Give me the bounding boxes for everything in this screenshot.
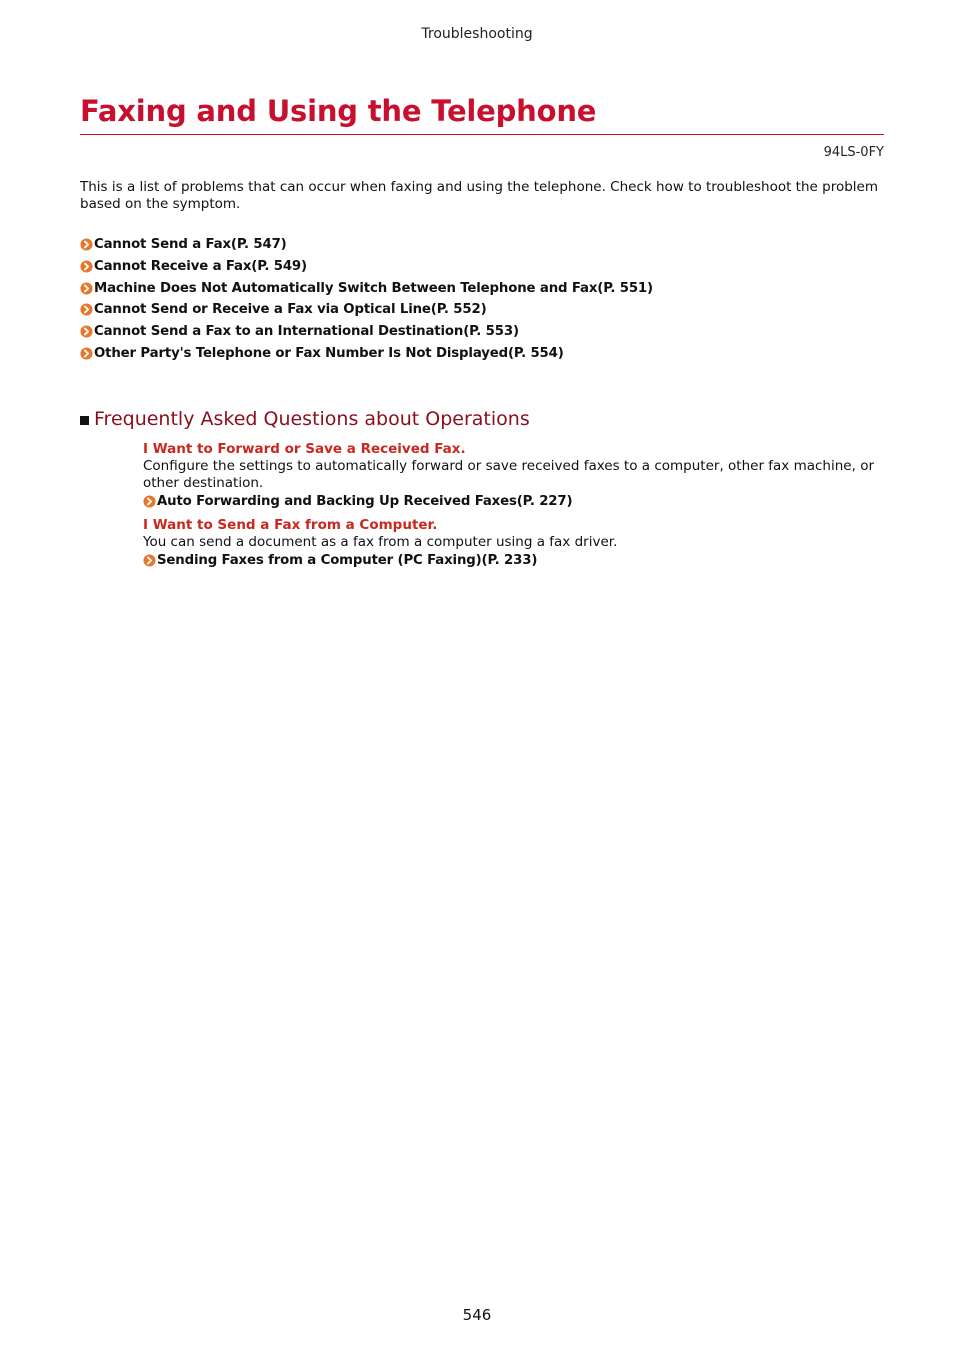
link-cannot-send-fax[interactable] (80, 237, 287, 252)
faq-question: I Want to Send a Fax from a Computer. (143, 517, 438, 533)
list-item (80, 342, 884, 364)
chevron-circle-icon (80, 325, 93, 338)
faq-question: I Want to Forward or Save a Received Fax. (143, 441, 466, 457)
link-label: Other Party's Telephone or Fax Number Is Not Displayed(P. 554) (94, 345, 564, 361)
page-number: 546 (462, 1306, 492, 1324)
link-label: Cannot Send or Receive a Fax via Optical Line(P. 552) (94, 302, 487, 318)
link-label: Sending Faxes from a Computer (PC Faxing)(P. 233) (157, 553, 538, 568)
list-item (80, 321, 884, 343)
chevron-circle-icon (143, 554, 156, 567)
faq-answer: Configure the settings to automatically forward or save received faxes to a computer, other fax machine, or other destination. (143, 458, 874, 491)
faq-section-heading (80, 408, 530, 430)
chevron-circle-icon (143, 495, 156, 508)
troubleshooting-link-list (80, 234, 884, 364)
link-label: Cannot Send a Fax to an International Destination(P. 553) (94, 324, 519, 340)
link-label: Cannot Send a Fax(P. 547) (94, 237, 287, 253)
chevron-circle-icon (80, 347, 93, 360)
running-header: Troubleshooting (421, 26, 533, 42)
link-auto-forwarding[interactable] (143, 493, 884, 510)
chevron-circle-icon (80, 303, 93, 316)
link-no-auto-switch[interactable] (80, 281, 653, 296)
document-id: 94LS-0FY (823, 145, 884, 160)
chevron-circle-icon (80, 260, 93, 273)
link-pc-faxing[interactable] (143, 552, 884, 569)
list-item (80, 277, 884, 299)
link-label: Auto Forwarding and Backing Up Received Faxes(P. 227) (157, 494, 573, 509)
link-optical-line[interactable] (80, 302, 487, 317)
chevron-circle-icon (80, 238, 93, 251)
faq-item-forward-fax (143, 441, 884, 510)
link-label: Cannot Receive a Fax(P. 549) (94, 259, 307, 275)
faq-item-pc-fax (143, 517, 884, 569)
list-item (80, 256, 884, 278)
list-item (80, 299, 884, 321)
faq-heading-text: Frequently Asked Questions about Operations (94, 408, 530, 430)
square-bullet-icon (80, 416, 89, 425)
faq-answer: You can send a document as a fax from a computer using a fax driver. (143, 534, 618, 550)
link-international-destination[interactable] (80, 324, 519, 339)
intro-paragraph: This is a list of problems that can occur when faxing and using the telephone. Check how to troubleshoot the problem based on the symptom. (80, 179, 878, 212)
link-number-not-displayed[interactable] (80, 346, 564, 361)
title-divider (80, 134, 884, 135)
chevron-circle-icon (80, 282, 93, 295)
link-label: Machine Does Not Automatically Switch Between Telephone and Fax(P. 551) (94, 280, 653, 296)
page-title: Faxing and Using the Telephone (80, 94, 597, 128)
list-item (80, 234, 884, 256)
link-cannot-receive-fax[interactable] (80, 259, 307, 274)
